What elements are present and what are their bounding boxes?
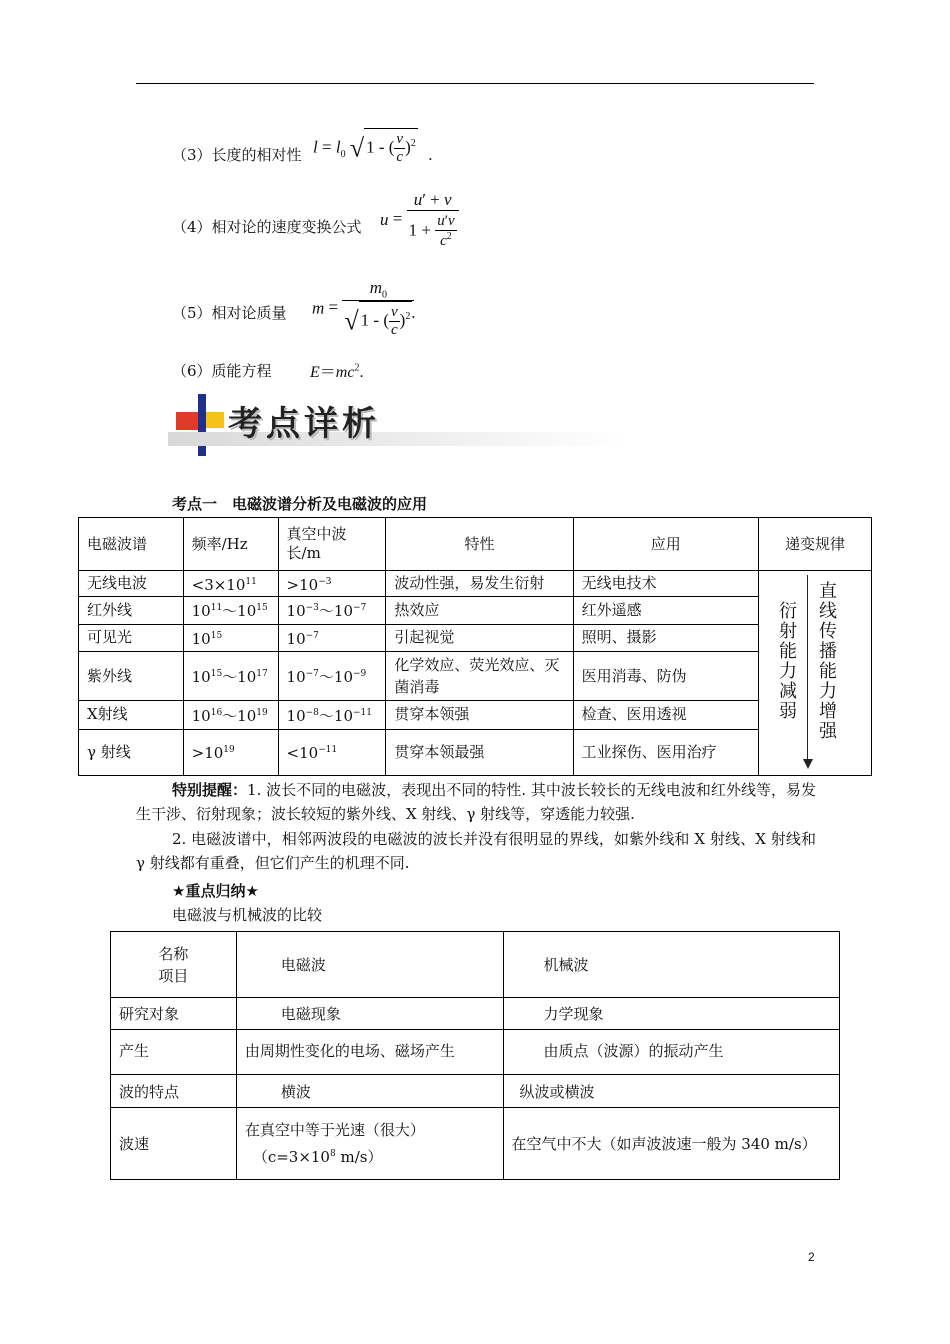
row-name: 无线电波	[79, 571, 184, 597]
row-name: 可见光	[79, 624, 184, 651]
section-banner	[168, 386, 628, 458]
table-row	[79, 701, 872, 729]
formula-5: m = $m_0$ √ 1 - ( $\frac{v}{c}$ )$^2$	[312, 278, 414, 339]
spectrum-table	[78, 517, 872, 776]
table-row	[111, 1030, 840, 1075]
header-application: 应用	[573, 518, 758, 571]
row-item: 研究对象	[111, 998, 237, 1030]
header-em-wave: 电磁波	[236, 932, 503, 998]
summary-subheading: 电磁波与机械波的比较	[172, 906, 323, 924]
row-frequency: $10^{15}\sim 10^{17}$	[183, 651, 278, 700]
header-spectrum: 电磁波谱	[79, 518, 184, 571]
corner-top: 名称	[158, 944, 189, 963]
row-property: 贯穿本领最强	[386, 729, 573, 775]
row-frequency: $10^{16}\sim 10^{19}$	[183, 701, 278, 729]
row-wavelength: $>10^{-3}$	[278, 571, 386, 597]
corner-cell	[111, 932, 237, 998]
row-property: 波动性强，易发生衍射	[386, 571, 573, 597]
formula-3: $l = l_0$ √ 1 - ( $\frac{v}{c}$ )$^2$	[313, 128, 418, 166]
formula-3-period: .	[428, 146, 433, 164]
header-rule	[136, 83, 814, 84]
row-property: 引起视觉	[386, 624, 573, 651]
row-wavelength: $<10^{-11}$	[278, 729, 386, 775]
trend-arrow-shaft	[807, 575, 809, 763]
row-frequency: $10^{15}$	[183, 624, 278, 651]
row-property: 贯穿本领强	[386, 701, 573, 729]
row-frequency: $<3\times 10^{11}$	[183, 571, 278, 597]
row-frequency: $>10^{19}$	[183, 729, 278, 775]
row-wavelength: $10^{-3}\sim 10^{-7}$	[278, 597, 386, 624]
row-mech: 力学现象	[503, 998, 840, 1030]
table-row	[111, 1075, 840, 1108]
row-application: 无线电技术	[573, 571, 758, 597]
header-frequency: 频率/Hz	[183, 518, 278, 571]
comparison-table	[110, 931, 840, 1180]
table-row	[79, 571, 872, 597]
row-frequency: $10^{11}\sim 10^{15}$	[183, 597, 278, 624]
trend-arrow-head	[803, 759, 813, 769]
table-row	[79, 597, 872, 624]
row-name: 红外线	[79, 597, 184, 624]
banner-yellow-block	[206, 412, 224, 428]
formula-6-label: （6）质能方程	[172, 362, 272, 380]
row-property: 化学效应、荧光效应、灭菌消毒	[386, 651, 573, 700]
table-row	[79, 624, 872, 651]
row-item: 波的特点	[111, 1075, 237, 1108]
header-mech-wave: 机械波	[503, 932, 840, 998]
tips-label: 特别提醒：	[172, 781, 248, 799]
row-em: 电磁现象	[236, 998, 503, 1030]
row-name: 紫外线	[79, 651, 184, 700]
table-row	[111, 998, 840, 1030]
trend-cell	[758, 571, 871, 776]
formula-6: $E=mc^2$.	[310, 362, 364, 381]
corner-bottom: 项目	[158, 966, 189, 985]
formula-4-label: （4）相对论的速度变换公式	[172, 218, 362, 236]
header-wavelength: 真空中波长/m	[278, 518, 386, 571]
spectrum-header-row	[79, 518, 872, 571]
comparison-header-row	[111, 932, 840, 998]
header-property: 特性	[386, 518, 573, 571]
row-item: 产生	[111, 1030, 237, 1075]
row-mech: 由质点（波源）的振动产生	[503, 1030, 840, 1075]
banner-red-block	[176, 412, 198, 430]
row-application: 工业探伤、医用治疗	[573, 729, 758, 775]
banner-blue-bar	[198, 394, 206, 456]
tips-paragraph-2: 2. 电磁波谱中，相邻两波段的电磁波的波长并没有很明显的界线，如紫外线和 X 射线、X 射线和 γ 射线都有重叠，但它们产生的机理不同.	[136, 830, 816, 872]
row-property: 热效应	[386, 597, 573, 624]
row-wavelength: $10^{-8}\sim 10^{-11}$	[278, 701, 386, 729]
row-em: 在真空中等于光速（很大） （$c=3\times 10^8$ m/s）	[236, 1108, 503, 1180]
table-row	[111, 1108, 840, 1180]
summary-heading: ★重点归纳★	[172, 882, 259, 900]
page-number: 2	[808, 1250, 815, 1264]
tips-paragraph-1: 特别提醒：1. 波长不同的电磁波，表现出不同的特性. 其中波长较长的无线电波和红外线等，易发生干涉、衍射现象；波长较短的紫外线、X 射线、γ 射线等，穿透能力较强.	[136, 781, 816, 823]
row-item: 波速	[111, 1108, 237, 1180]
row-name: γ 射线	[79, 729, 184, 775]
row-em: 横波	[236, 1075, 503, 1108]
section1-heading: 考点一 电磁波谱分析及电磁波的应用	[172, 495, 428, 513]
row-application: 照明、摄影	[573, 624, 758, 651]
table-row	[79, 729, 872, 775]
trend-left-text: 衍射能力减弱	[775, 601, 797, 721]
formula-3-label: （3）长度的相对性	[172, 146, 302, 164]
row-em: 由周期性变化的电场、磁场产生	[236, 1030, 503, 1075]
row-name: X射线	[79, 701, 184, 729]
header-trend: 递变规律	[758, 518, 871, 571]
row-wavelength: $10^{-7}\sim 10^{-9}$	[278, 651, 386, 700]
trend-right-text: 直线传播能力增强	[815, 581, 837, 741]
formula-5-label: （5）相对论质量	[172, 304, 287, 322]
row-wavelength: $10^{-7}$	[278, 624, 386, 651]
row-application: 红外遥感	[573, 597, 758, 624]
formula-4: u = u′ + v 1 + $\frac{u'v}{c^2}$	[380, 190, 459, 250]
formula-5-period: .	[411, 304, 416, 322]
row-application: 检查、医用透视	[573, 701, 758, 729]
row-application: 医用消毒、防伪	[573, 651, 758, 700]
table-row	[79, 651, 872, 700]
row-mech: 在空气中不大（如声波波速一般为 340 m/s）	[503, 1108, 840, 1180]
banner-title: 考点详析	[228, 404, 380, 444]
row-mech: 纵波或横波	[503, 1075, 840, 1108]
